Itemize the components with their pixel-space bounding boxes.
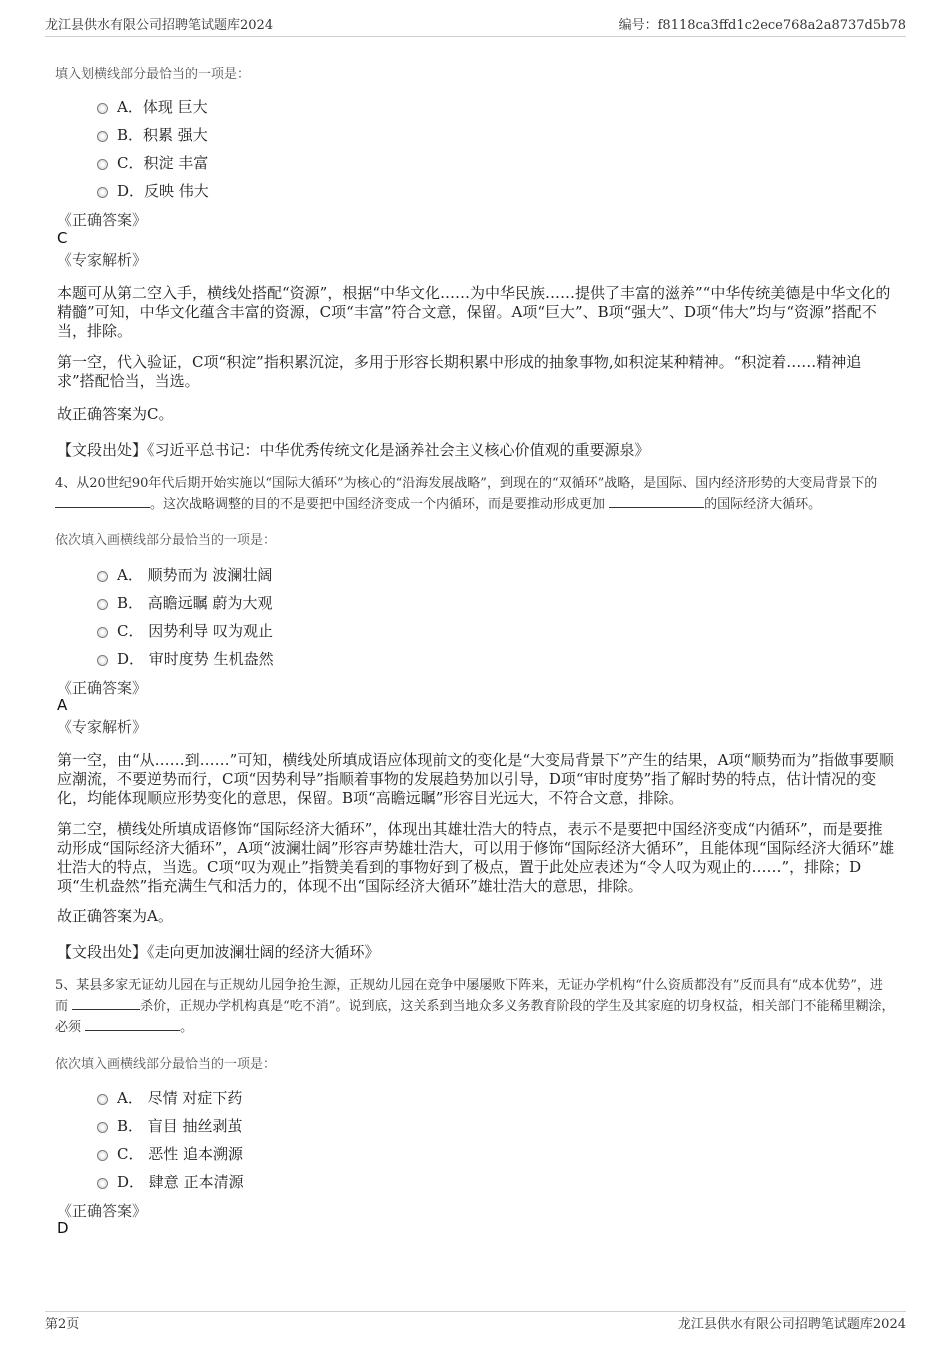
- q3-analysis-paragraph-1: 本题可从第二空入手，横线处搭配“资源”，根据“中华文化……为中华民族……提供了丰富的滋养”“中华传统美德是中华文化的精髓”可知，中华文化蕴含丰富的资源，C项“丰富”符合文意，保留。A项“巨大”、B项“强大”、D项“伟大”均与“资源”搭配不当，排除。: [57, 284, 891, 340]
- radio-icon[interactable]: [97, 1178, 108, 1189]
- q4-stem: 4、从20世纪90年代后期开始实施以“国际大循环”为核心的“沿海发展战略”，到现在的“双循环”战略，是国际、国内经济形势的大变局背景下的。这次战略调整的目的不是要把中国经济变成一个内循环，而是要推动形成更加 的国际经济大循环。: [55, 476, 878, 512]
- q5-blank-1: [72, 996, 140, 1010]
- radio-icon[interactable]: [97, 103, 108, 114]
- q5-blank-2: [85, 1017, 180, 1031]
- header-divider: [45, 36, 906, 37]
- radio-icon[interactable]: [97, 627, 108, 638]
- q4-instruction: 依次填入画横线部分最恰当的一项是：: [55, 533, 277, 548]
- radio-icon[interactable]: [97, 131, 108, 142]
- q5-option-c[interactable]: C． 恶性 追本溯源: [97, 1143, 243, 1164]
- q5-answer-label: 《正确答案》: [57, 1202, 148, 1220]
- q4-blank-2: [609, 494, 704, 508]
- header-title: 龙江县供水有限公司招聘笔试题库2024: [45, 18, 274, 33]
- q4-blank-1: [55, 494, 150, 508]
- radio-icon[interactable]: [97, 655, 108, 666]
- q3-option-a[interactable]: A．体现 巨大: [97, 96, 208, 117]
- page-number: 第2页: [45, 1317, 80, 1332]
- q4-option-b[interactable]: B． 高瞻远瞩 蔚为大观: [97, 592, 273, 613]
- q3-option-d[interactable]: D．反映 伟大: [97, 180, 209, 201]
- radio-icon[interactable]: [97, 1094, 108, 1105]
- q3-answer-label: 《正确答案》: [57, 211, 148, 229]
- q5-stem: 5、某县多家无证幼儿园在与正规幼儿园争抢生源，正规幼儿园在竞争中屡屡败下阵来，无证办学机构“什么资质都没有”反而具有“成本优势”，进而 杀价，正规办学机构真是“吃不消”。说到底，这关系到当地众多义务教育阶段的学生及其家庭的切身权益，相关部门不能稀里糊涂，必须 。: [55, 978, 895, 1035]
- q4-answer: A: [57, 696, 68, 714]
- radio-icon[interactable]: [97, 159, 108, 170]
- radio-icon[interactable]: [97, 599, 108, 610]
- q3-answer: C: [57, 229, 68, 247]
- q4-answer-label: 《正确答案》: [57, 679, 148, 697]
- radio-icon[interactable]: [97, 1150, 108, 1161]
- q5-option-b[interactable]: B． 盲目 抽丝剥茧: [97, 1115, 243, 1136]
- q3-analysis-label: 《专家解析》: [57, 251, 148, 269]
- q5-option-a[interactable]: A． 尽情 对症下药: [97, 1087, 242, 1108]
- q3-option-b[interactable]: B．积累 强大: [97, 124, 208, 145]
- q4-analysis-conclusion: 故正确答案为A。: [57, 907, 173, 925]
- q4-source: 【文段出处】《走向更加波澜壮阔的经济大循环》: [57, 943, 380, 961]
- footer-title: 龙江县供水有限公司招聘笔试题库2024: [677, 1317, 906, 1332]
- q3-analysis-paragraph-2: 第一空，代入验证，C项“积淀”指积累沉淀，多用于形容长期积累中形成的抽象事物,如积淀某种精神。“积淀着……精神追求”搭配恰当，当选。: [57, 353, 862, 390]
- q3-option-c[interactable]: C．积淀 丰富: [97, 152, 208, 173]
- radio-icon[interactable]: [97, 1122, 108, 1133]
- q4-option-a[interactable]: A． 顺势而为 波澜壮阔: [97, 564, 272, 585]
- document-id: 编号：f8118ca3ffd1c2ece768a2a8737d5b78: [618, 18, 906, 33]
- q4-option-d[interactable]: D． 审时度势 生机盎然: [97, 648, 274, 669]
- q3-analysis-conclusion: 故正确答案为C。: [57, 405, 174, 423]
- q4-option-c[interactable]: C． 因势利导 叹为观止: [97, 620, 273, 641]
- q5-answer: D: [57, 1219, 69, 1237]
- q3-source: 【文段出处】《习近平总书记：中华优秀传统文化是涵养社会主义核心价值观的重要源泉》: [57, 441, 650, 459]
- q4-analysis-label: 《专家解析》: [57, 718, 148, 736]
- radio-icon[interactable]: [97, 187, 108, 198]
- q4-analysis-paragraph-1: 第一空，由“从……到……”可知，横线处所填成语应体现前文的变化是“大变局背景下”产生的结果，A项“顺势而为”指做事要顺应潮流，不要逆势而行，C项“因势利导”指顺着事物的发展趋势加以引导，D项“审时度势”指了解时势的特点，估计情况的变化，均能体现顺应形势变化的意思，保留。B项“高瞻远瞩”形容目光远大，不符合文意，排除。: [57, 751, 894, 807]
- q4-analysis-paragraph-2: 第二空，横线处所填成语修饰“国际经济大循环”，体现出其雄壮浩大的特点，表示不是要把中国经济变成“内循环”，而是要推动形成“国际经济大循环”，A项“波澜壮阔”形容声势雄壮浩大，可以用于修饰“国际经济大循环”，且能体现“国际经济大循环”雄壮浩大的特点，当选。C项“叹为观止”指赞美看到的事物好到了极点，置于此处应表述为“令人叹为观止的……”，排除；D项“生机盎然”指充满生气和活力的，体现不出“国际经济大循环”雄壮浩大的意思，排除。: [57, 820, 895, 895]
- q5-option-d[interactable]: D． 肆意 正本清源: [97, 1171, 244, 1192]
- footer-divider: [45, 1311, 906, 1312]
- q3-instruction: 填入划横线部分最恰当的一项是：: [55, 67, 251, 82]
- q5-instruction: 依次填入画横线部分最恰当的一项是：: [55, 1057, 277, 1072]
- radio-icon[interactable]: [97, 571, 108, 582]
